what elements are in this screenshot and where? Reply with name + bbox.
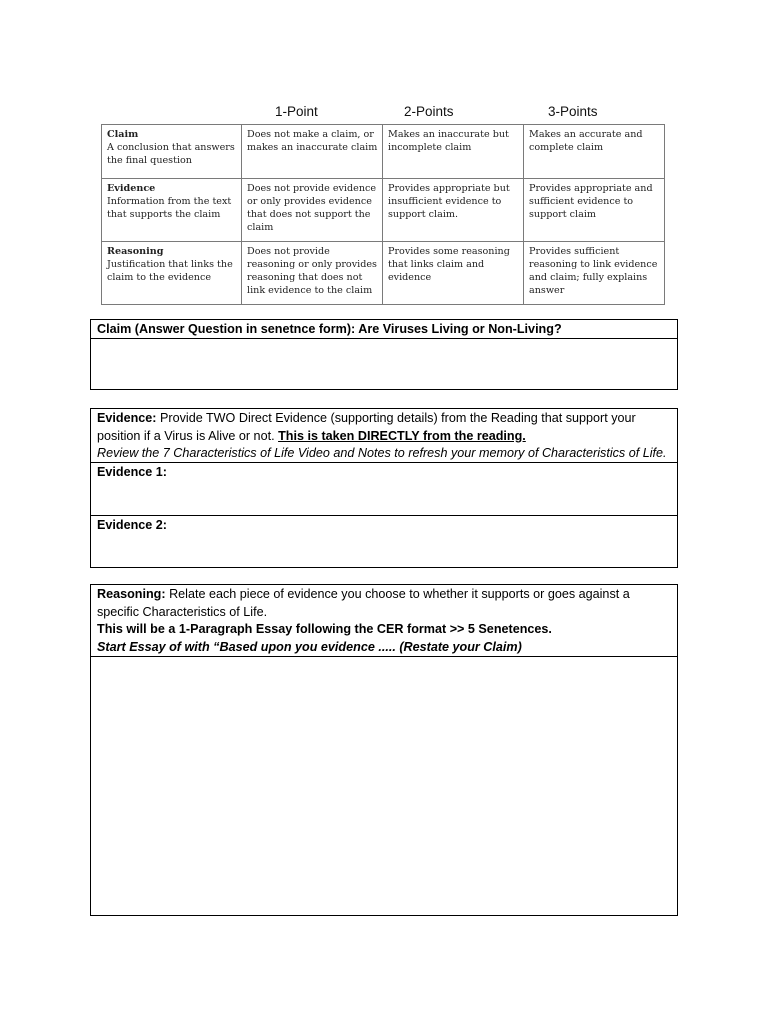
evidence-box [90,408,678,568]
criterion-cell [102,179,242,242]
claim-box [90,319,678,390]
claim-answer-area[interactable] [91,339,677,389]
rubric-table [101,124,665,305]
rubric-cell: Provides appropriate and sufficient evidence to support claim [524,179,665,242]
evidence-prompt-row [91,409,677,463]
rubric-cell: Makes an inaccurate but incomplete claim [383,125,524,179]
criterion-cell [102,125,242,179]
header-1-point: 1-Point [275,104,318,119]
criterion-cell [102,242,242,305]
rubric-cell: Makes an accurate and complete claim [524,125,665,179]
rubric-cell: Does not provide evidence or only provides evidence that does not support the claim [242,179,383,242]
evidence-note: Review the 7 Characteristics of Life Video and Notes to refresh your memory of Characteristics of Life. [97,446,667,460]
evidence-label: Evidence: [97,411,157,425]
reasoning-box [90,584,678,916]
criterion-description: Justification that links the claim to the evidence [107,259,233,283]
criterion-name: Evidence [107,183,156,194]
header-2-points: 2-Points [404,104,454,119]
criterion-name: Claim [107,129,139,140]
evidence-1-area[interactable] [91,463,677,516]
evidence-2-label: Evidence 2: [97,518,167,532]
reasoning-format-line: This will be a 1-Paragraph Essay following the CER format >> 5 Senetences. [97,622,552,636]
evidence-prompt-emphasis: This is taken DIRECTLY from the reading. [278,428,526,443]
rubric-cell: Provides sufficient reasoning to link evidence and claim; fully explains answer [524,242,665,305]
rubric-cell: Provides some reasoning that links claim and evidence [383,242,524,305]
evidence-prompt-text: Provide TWO Direct Evidence (supporting details) from the Reading that support your position if a Virus is Alive or not. [97,411,636,443]
rubric-cell: Does not make a claim, or makes an inaccurate claim [242,125,383,179]
rubric-cell: Does not provide reasoning or only provides reasoning that does not link evidence to the claim [242,242,383,305]
rubric-row-claim [102,125,665,179]
rubric-headers [102,104,664,124]
criterion-description: Information from the text that supports the claim [107,196,232,220]
reasoning-label: Reasoning: [97,587,166,601]
reasoning-prompt-text: Relate each piece of evidence you choose to whether it supports or goes against a specific Characteristics of Life. [97,587,630,619]
rubric-row-reasoning [102,242,665,305]
evidence-2-area[interactable] [91,516,677,567]
rubric-cell: Provides appropriate but insufficient evidence to support claim. [383,179,524,242]
evidence-1-label: Evidence 1: [97,465,167,479]
reasoning-prompt-row [91,585,677,657]
reasoning-start-line: Start Essay of with “Based upon you evidence ..... (Restate your Claim) [97,639,522,654]
header-3-points: 3-Points [548,104,598,119]
criterion-description: A conclusion that answers the final question [107,142,235,166]
criterion-name: Reasoning [107,246,164,257]
rubric-row-evidence [102,179,665,242]
reasoning-essay-area[interactable] [91,657,677,915]
claim-prompt-row [91,320,677,339]
claim-prompt: Claim (Answer Question in senetnce form): Are Viruses Living or Non-Living? [97,322,562,336]
